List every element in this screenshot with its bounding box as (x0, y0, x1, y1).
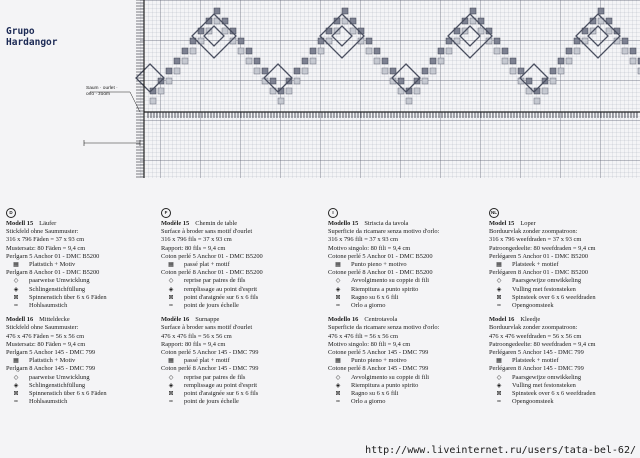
motif-block (622, 48, 628, 54)
motif-block (302, 68, 308, 74)
motif-block (390, 68, 396, 74)
legend-text: reprise par paires de fils (184, 277, 246, 285)
spec-line: Superficie da ricamare senza motivo d'orlo: (328, 228, 440, 236)
motif-block (558, 68, 564, 74)
legend-row (6, 286, 156, 294)
model-title: Centrotavola (364, 316, 398, 324)
motif-block (430, 68, 436, 74)
model-heading (161, 220, 311, 228)
motif-block (422, 68, 428, 74)
motif-block (166, 78, 172, 84)
motif-block (422, 78, 428, 84)
legend-row (328, 374, 478, 382)
legend-text: point d'araignée sur 6 x 6 fils (184, 293, 259, 301)
stitch-symbol-icon: ⊠ (496, 390, 502, 398)
stitch-symbol-icon: ◇ (168, 373, 174, 381)
legend-row (161, 261, 311, 269)
group-title: Grupo Hardangor (6, 26, 58, 48)
stitch-symbol-icon: ⊠ (335, 390, 341, 398)
legend-text: Riempitura a punto spirito (351, 381, 419, 389)
legend-row (489, 374, 639, 382)
legend-row (328, 390, 478, 398)
spec-line: 476 x 476 fils = 56 x 56 cm (161, 332, 232, 340)
model-title: Chemin de table (195, 220, 238, 227)
spec-line: Perlgarn 5 Anchor 145 - DMC 799 (6, 349, 96, 357)
legend-row (328, 398, 478, 406)
motif-block (550, 78, 556, 84)
model-title: Surnappe (195, 316, 220, 324)
legend-text: remplissage au point d'esprit (184, 285, 258, 293)
spec-line: 476 x 476 Fäden = 56 x 56 cm (6, 332, 85, 340)
motif-block (382, 58, 388, 64)
stitch-symbol-icon: ▦ (168, 261, 174, 269)
legend-text: paarweise Umwicklung (29, 277, 90, 285)
model-title: Läufer (39, 220, 57, 227)
legend-row (328, 302, 478, 310)
legend-row (489, 398, 639, 406)
spec-line: Coton perlé 5 Anchor 01 - DMC B5200 (161, 252, 263, 260)
motif-block (398, 78, 404, 84)
legend-text: Spinnenstich über 6 x 6 Fäden (29, 390, 107, 398)
motif-block (534, 98, 540, 104)
spec-line: Motivo singolo: 80 fili = 9,4 cm (328, 340, 411, 348)
stitch-symbol-icon: ⊠ (496, 293, 502, 301)
legend-text: Orlo a giorno (351, 302, 386, 310)
legend-row (6, 294, 156, 302)
legend-text: Spinsteek over 6 x 6 weefdraden (512, 390, 596, 398)
stitch-symbol-icon: ▦ (13, 261, 19, 269)
motif-block (518, 68, 524, 74)
model-title: Striscia da tavola (364, 220, 409, 227)
motif-block (174, 68, 180, 74)
spec-line: Cotone perlé 8 Anchor 01 - DMC B5200 (328, 269, 433, 277)
motif-block (526, 78, 532, 84)
motif-block (278, 98, 284, 104)
motif-block (246, 48, 252, 54)
stitch-symbol-icon: ⊠ (335, 293, 341, 301)
model-title: Loper (520, 220, 536, 227)
legend-text: Opengoomsteek (512, 302, 554, 310)
legend-text: point d'araignée sur 6 x 6 fils (184, 390, 259, 398)
model-heading (328, 220, 478, 228)
spec-line: 316 x 796 fils = 37 x 93 cm (161, 236, 232, 244)
motif-block (566, 58, 572, 64)
model-heading (6, 220, 156, 228)
legend-text: passé plat + motif (184, 357, 230, 365)
stitch-symbol-icon: ◈ (13, 285, 19, 293)
legend-text: paarweise Umwicklung (29, 373, 90, 381)
legend-text: remplissage au point d'esprit (184, 381, 258, 389)
motif-block (558, 58, 564, 64)
motif-block (294, 78, 300, 84)
motif-block (510, 68, 516, 74)
legend-row (6, 374, 156, 382)
legend-row (328, 286, 478, 294)
spec-line: Cotone perlé 5 Anchor 145 - DMC 799 (328, 349, 429, 357)
stitch-symbol-icon: ╍ (497, 398, 501, 406)
stitch-symbol-icon: ◇ (496, 277, 502, 285)
motif-block (318, 48, 324, 54)
instruction-column-nl (489, 208, 639, 406)
legend-text: Ragno su 6 x 6 fili (351, 293, 399, 301)
motif-block (438, 58, 444, 64)
legend-text: Punto pieno + motivo (351, 357, 407, 365)
motif-block (606, 28, 612, 34)
spec-line: Cotone perlé 8 Anchor 145 - DMC 799 (328, 365, 429, 373)
legend-text: Paarsgewijze omwikkeling (512, 373, 582, 381)
model-heading (6, 316, 156, 324)
motif-block (478, 28, 484, 34)
legend-row (161, 398, 311, 406)
motif-block (550, 68, 556, 74)
spec-line: Patroongedeelte: 80 weefdraden = 9,4 cm (489, 244, 596, 252)
model-number: Modello 15 (328, 220, 359, 227)
hem-label (86, 86, 118, 98)
legend-text: Vulling met festonsteken (512, 381, 576, 389)
legend-row (161, 294, 311, 302)
language-badge: I (328, 208, 338, 218)
stitch-symbol-icon: ▦ (335, 357, 341, 365)
legend-text: Ragno su 6 x 6 fili (351, 390, 399, 398)
legend-text: Platsteek + motief (512, 357, 559, 365)
legend-text: Schlingenstichfüllung (29, 285, 86, 293)
legend-row (489, 357, 639, 365)
legend-text: Spinnenstich über 6 x 6 Fäden (29, 293, 107, 301)
spec-line: Perlégaren 8 Anchor 145 - DMC 799 (489, 365, 584, 373)
legend-row (489, 286, 639, 294)
stitch-symbol-icon: ▦ (168, 357, 174, 365)
motif-block (214, 8, 220, 14)
motif-block (382, 68, 388, 74)
spec-line: Perlgarn 5 Anchor 01 - DMC B5200 (6, 252, 100, 260)
motif-block (246, 58, 252, 64)
legend-row (328, 294, 478, 302)
legend-text: Riempitura a punto spirito (351, 285, 419, 293)
stitch-symbol-icon: ⊠ (168, 293, 174, 301)
motif-block (494, 38, 500, 44)
spec-line: Mustersatz: 80 Fäden = 9,4 cm (6, 340, 86, 348)
motif-block (302, 58, 308, 64)
stitch-symbol-icon: ⊠ (13, 390, 19, 398)
motif-block (494, 48, 500, 54)
legend-text: Plattstich + Motiv (29, 357, 76, 365)
legend-row (328, 382, 478, 390)
legend-text: Avvolgimento su coppie di fili (351, 373, 429, 381)
model-title: Kleedje (520, 316, 541, 324)
legend-row (161, 277, 311, 285)
instruction-column-d (6, 208, 156, 406)
legend-row (6, 302, 156, 310)
legend-row (489, 302, 639, 310)
legend-text: Vulling met festonsteken (512, 285, 576, 293)
model-number: Modell 15 (6, 220, 34, 227)
motif-block (182, 58, 188, 64)
legend-text: Punto pieno + motivo (351, 261, 407, 269)
motif-block (150, 98, 156, 104)
spec-line: Coton perlé 5 Anchor 145 - DMC 799 (161, 349, 259, 357)
language-badge: D (6, 208, 16, 218)
legend-row (161, 357, 311, 365)
motif-block (630, 58, 636, 64)
motif-block (350, 28, 356, 34)
hem-label-line1: Saum · ourlet · (86, 86, 118, 91)
legend-row (6, 277, 156, 285)
stitch-symbol-icon: ◇ (13, 277, 19, 285)
motif-block (470, 8, 476, 14)
legend-row (489, 261, 639, 269)
spec-line: Perlégaren 8 Anchor 01 - DMC B5200 (489, 269, 589, 277)
motif-block (574, 48, 580, 54)
legend-row (489, 294, 639, 302)
language-badge: NL (489, 208, 499, 218)
legend-row (161, 374, 311, 382)
spec-line: Rapport: 80 fils = 9,4 cm (161, 244, 226, 252)
spec-line: 316 x 796 fili = 37 x 93 cm (328, 236, 398, 244)
stitch-symbol-icon: ╍ (14, 302, 18, 310)
motif-block (414, 88, 420, 94)
model-number: Model 15 (489, 220, 515, 227)
motif-block (406, 98, 412, 104)
stitch-symbol-icon: ◇ (496, 373, 502, 381)
spec-line: Superficie da ricamare senza motivo d'orlo: (328, 324, 440, 332)
stitch-symbol-icon: ▦ (335, 261, 341, 269)
spec-line: 316 x 796 weefdraden = 37 x 93 cm (489, 236, 582, 244)
spec-line: Coton perlé 8 Anchor 01 - DMC B5200 (161, 269, 263, 277)
legend-text: Plattstich + Motiv (29, 261, 76, 269)
motif-block (366, 48, 372, 54)
motif-block (254, 58, 260, 64)
legend-text: Schlingenstichfüllung (29, 381, 86, 389)
motif-block (374, 58, 380, 64)
spec-line: 316 x 796 Fäden = 37 x 93 cm (6, 236, 85, 244)
stitch-symbol-icon: ◈ (168, 285, 174, 293)
motif-block (166, 68, 172, 74)
model-heading (161, 316, 311, 324)
stitch-symbol-icon: ╍ (336, 398, 340, 406)
stitch-symbol-icon: ◈ (335, 285, 341, 293)
model-title: Mitteldecke (39, 316, 70, 324)
stitch-symbol-icon: ╍ (169, 302, 173, 310)
spec-line: Patroongedeelte: 80 weefdraden = 9,4 cm (489, 340, 596, 348)
legend-row (328, 357, 478, 365)
stitch-symbol-icon: ╍ (497, 302, 501, 310)
stitch-symbol-icon: ▦ (13, 357, 19, 365)
legend-row (328, 261, 478, 269)
stitch-symbol-icon: ⊠ (13, 293, 19, 301)
motif-block (438, 48, 444, 54)
legend-row (161, 286, 311, 294)
motif-block (286, 88, 292, 94)
spec-line: 476 x 476 weefdraden = 56 x 56 cm (489, 332, 582, 340)
spec-line: Perlégaren 5 Anchor 145 - DMC 799 (489, 349, 584, 357)
instruction-column-i (328, 208, 478, 406)
legend-text: Hohlsaumstich (29, 398, 68, 406)
legend-text: Orlo a giorno (351, 398, 386, 406)
motif-block (294, 68, 300, 74)
motif-block (502, 48, 508, 54)
stitch-symbol-icon: ◇ (335, 373, 341, 381)
motif-block (502, 58, 508, 64)
motif-block (342, 8, 348, 14)
legend-text: point de jours échelle (184, 398, 239, 406)
legend-row (6, 357, 156, 365)
spec-line: Surface à broder sans motif d'ourlet (161, 324, 253, 332)
stitch-symbol-icon: ◈ (496, 285, 502, 293)
spec-line: Rapport: 80 fils = 9,4 cm (161, 340, 226, 348)
spec-line: Motivo singolo: 80 fili = 9,4 cm (328, 244, 411, 252)
model-heading (489, 220, 639, 228)
stitch-symbol-icon: ⊠ (168, 390, 174, 398)
legend-text: Spinsteek over 6 x 6 weefdraden (512, 293, 596, 301)
source-watermark[interactable]: http://www.liveinternet.ru/users/tata-bel-62/ (365, 445, 636, 456)
legend-row (6, 390, 156, 398)
legend-row (6, 261, 156, 269)
model-heading (328, 316, 478, 324)
motif-block (182, 48, 188, 54)
motif-block (310, 58, 316, 64)
stitch-symbol-icon: ▦ (496, 357, 502, 365)
motif-block (158, 88, 164, 94)
instruction-column-f (161, 208, 311, 406)
model-heading (489, 316, 639, 324)
legend-text: Platsteek + motief (512, 261, 559, 269)
legend-text: point de jours échelle (184, 302, 239, 310)
legend-text: reprise par paires de fils (184, 373, 246, 381)
spec-line: Coton perlé 8 Anchor 145 - DMC 799 (161, 365, 259, 373)
motif-block (174, 58, 180, 64)
legend-row (489, 277, 639, 285)
model-number: Modèle 15 (161, 220, 190, 227)
legend-row (161, 390, 311, 398)
legend-row (489, 390, 639, 398)
stitch-symbol-icon: ╍ (336, 302, 340, 310)
stitch-symbol-icon: ◈ (13, 381, 19, 389)
spec-line: Stickfeld ohne Saummuster: (6, 324, 79, 332)
stitch-symbol-icon: ╍ (14, 398, 18, 406)
spec-line: Surface à broder sans motif d'ourlet (161, 228, 253, 236)
stitch-symbol-icon: ◇ (13, 373, 19, 381)
hardanger-chart (0, 0, 640, 200)
motif-block (310, 48, 316, 54)
legend-text: Paarsgewijze omwikkeling (512, 277, 582, 285)
motif-block (566, 48, 572, 54)
spec-line: Cotone perlé 5 Anchor 01 - DMC B5200 (328, 252, 433, 260)
motif-block (510, 58, 516, 64)
spec-line: Perlgarn 8 Anchor 01 - DMC B5200 (6, 269, 100, 277)
stitch-symbol-icon: ▦ (496, 261, 502, 269)
stitch-symbol-icon: ◇ (168, 277, 174, 285)
legend-text: Avvolgimento su coppie di fili (351, 277, 429, 285)
legend-row (6, 398, 156, 406)
motif-block (542, 88, 548, 94)
stitch-symbol-icon: ╍ (169, 398, 173, 406)
legend-text: Hohlsaumstich (29, 302, 68, 310)
spec-line: Perlgarn 8 Anchor 145 - DMC 799 (6, 365, 96, 373)
legend-row (328, 277, 478, 285)
motif-block (238, 48, 244, 54)
motif-block (270, 78, 276, 84)
stitch-symbol-icon: ◇ (335, 277, 341, 285)
motif-block (238, 38, 244, 44)
model-number: Modèle 16 (161, 316, 190, 324)
spec-line: Mustersatz: 80 Fäden = 9,4 cm (6, 244, 86, 252)
legend-row (489, 382, 639, 390)
motif-block (598, 8, 604, 14)
legend-text: Opengoomsteek (512, 398, 554, 406)
model-number: Model 16 (489, 316, 515, 324)
spec-line: Borduurvlak zonder zoompatroon: (489, 324, 578, 332)
spec-line: Stickfeld ohne Saummuster: (6, 228, 79, 236)
motif-block (446, 48, 452, 54)
legend-text: passé plat + motif (184, 261, 230, 269)
spec-line: Borduurvlak zonder zoompatroon: (489, 228, 578, 236)
motif-block (262, 68, 268, 74)
hem-measure-line (84, 92, 140, 146)
model-number: Modello 16 (328, 316, 359, 324)
motif-block (622, 38, 628, 44)
stitch-symbol-icon: ◈ (496, 381, 502, 389)
motif-block (222, 28, 228, 34)
stitch-symbol-icon: ◈ (335, 381, 341, 389)
language-badge: F (161, 208, 171, 218)
model-number: Modell 16 (6, 316, 34, 324)
stitch-symbol-icon: ◈ (168, 381, 174, 389)
spec-line: Perlégaren 5 Anchor 01 - DMC B5200 (489, 252, 589, 260)
motif-block (254, 68, 260, 74)
motif-block (366, 38, 372, 44)
legend-row (6, 382, 156, 390)
spec-line: 476 x 476 fili = 56 x 56 cm (328, 332, 398, 340)
motif-block (630, 48, 636, 54)
motif-block (430, 58, 436, 64)
legend-row (161, 382, 311, 390)
motif-block (374, 48, 380, 54)
motif-block (190, 48, 196, 54)
legend-row (161, 302, 311, 310)
hem-label-line2: orlo · zoom (86, 92, 110, 97)
